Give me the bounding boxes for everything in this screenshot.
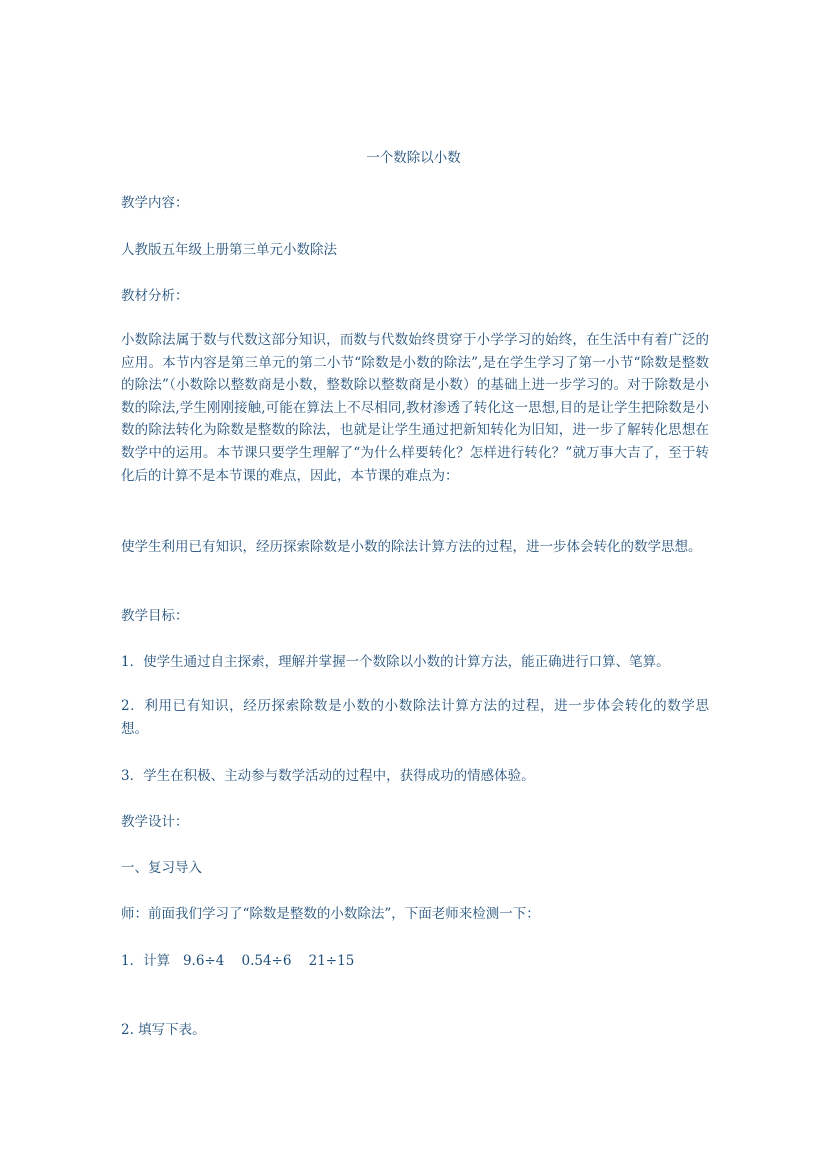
document-title: 一个数除以小数 [366, 150, 461, 166]
section1-heading: 一、复习导入 [121, 860, 202, 876]
analysis-paragraph: 小数除法属于数与代数这部分知识，而数与代数始终贯穿于小学学习的始终，在生活中有着广泛的应用。本节内容是第三单元的第二小节“除数是小数的除法”,是在学生学习了第一小节“除数是整数的除法”（小数除以整数商是小数，整数除以整数商是小数）的基础上进一步学习的。对于除数是小数的除法,学生刚刚接触,可能在算法上不尽相同,教材渗透了转化这一思想,目的是让学生把除数是小数的除法转化为除数是整数的除法，也就是让学生通过把新知转化为旧知，进一步了解转化思想在数学中的运用。本节课只要学生理解了“为什么样要转化？怎样进行转化？”就万事大吉了，至于转化后的计算不是本节课的难点，因此，本节课的难点为： [121, 332, 709, 484]
content-heading: 教学内容： [121, 195, 189, 211]
analysis-heading: 教材分析： [121, 288, 189, 304]
fill-table-instruction: 2. 填写下表。 [121, 1022, 206, 1038]
design-heading: 教学设计： [121, 814, 189, 830]
content-text: 人教版五年级上册第三单元小数除法 [121, 242, 337, 258]
teacher-line: 师：前面我们学习了“除数是整数的小数除法”，下面老师来检测一下： [121, 906, 540, 922]
goal-item-1: 1．使学生通过自主探索，理解并掌握一个数除以小数的计算方法，能正确进行口算、笔算。 [121, 654, 670, 670]
difficulty-paragraph: 使学生利用已有知识，经历探索除数是小数的除法计算方法的过程，进一步体会转化的数学思想。 [121, 539, 702, 555]
goal-item-2: 2．利用已有知识，经历探索除数是小数的小数除法计算方法的过程，进一步体会转化的数学思想。 [121, 698, 709, 737]
calc-exercise: 1．计算 9.6÷4 0.54÷6 21÷15 [121, 953, 355, 969]
goals-heading: 教学目标： [121, 608, 189, 624]
goal-item-3: 3．学生在积极、主动参与数学活动的过程中，获得成功的情感体验。 [121, 768, 535, 784]
